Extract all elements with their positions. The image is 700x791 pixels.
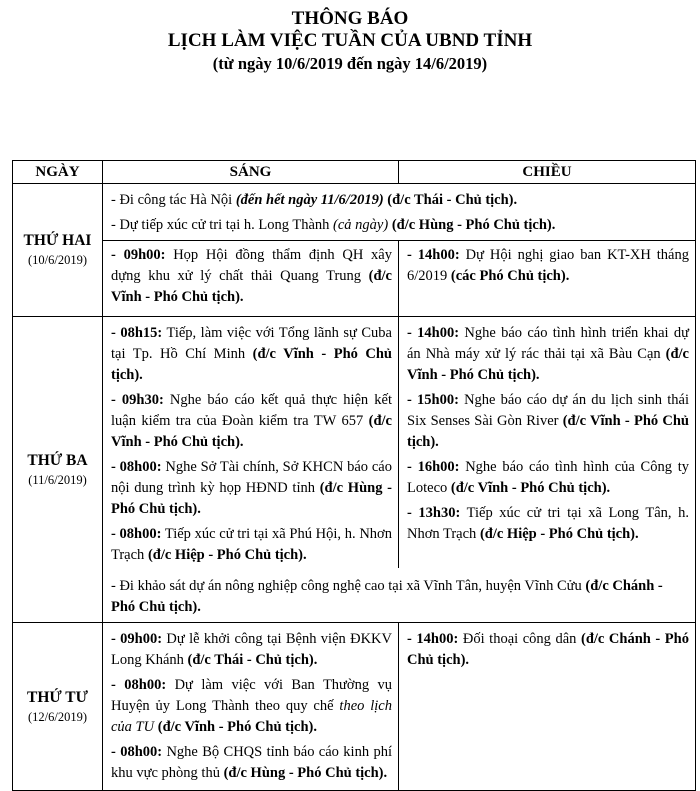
list-item: - 08h00: Tiếp xúc cử tri tại xã Phú Hội, h. Nhơn Trạch (đ/c Hiệp - Phó Chủ tịch). xyxy=(111,526,392,563)
list-item: - 08h00: Nghe Sở Tài chính, Sở KHCN báo cáo nội dung trình kỳ họp HĐND tỉnh (đ/c Hùng - Phó Chủ tịch). xyxy=(111,459,393,517)
list-item: - 14h00: Đối thoại công dân (đ/c Chánh - Phó Chủ tịch). xyxy=(407,631,689,668)
schedule-title: LỊCH LÀM VIỆC TUẦN CỦA UBND TỈNH xyxy=(167,30,533,51)
list-item: - Dự tiếp xúc cử tri tại h. Long Thành (cả ngày) (đ/c Hùng - Phó Chủ tịch). xyxy=(111,217,556,233)
tuesday-afternoon xyxy=(399,317,696,569)
tuesday-morning xyxy=(103,317,399,569)
tuesday-fullday xyxy=(103,568,696,623)
list-item: - 16h00: Nghe báo cáo tình hình của Công ty Loteco (đ/c Vĩnh - Phó Chủ tịch). xyxy=(407,459,689,496)
header-row xyxy=(13,161,696,184)
list-item: - 13h30: Tiếp xúc cử tri tại xã Long Tân, h. Nhơn Trạch (đ/c Hiệp - Phó Chủ tịch). xyxy=(407,505,689,542)
monday-row-full xyxy=(13,184,696,241)
list-item: - 09h00: Họp Hội đồng thẩm định QH xây dựng khu xử lý chất thải Quang Trung (đ/c Vĩnh - Phó Chủ tịch). xyxy=(111,247,392,305)
monday-row-split xyxy=(13,241,696,317)
col-day: NGÀY xyxy=(13,161,103,184)
day-wednesday: THỨ TƯ (12/6/2019) xyxy=(13,623,103,791)
list-item: - Đi công tác Hà Nội (đến hết ngày 11/6/2019) (đ/c Thái - Chủ tịch). xyxy=(111,192,518,208)
list-item: - 08h15: Tiếp, làm việc với Tổng lãnh sự Cuba tại Tp. Hồ Chí Minh (đ/c Vĩnh - Phó Chủ tịch). xyxy=(111,325,392,383)
wednesday-morning xyxy=(103,623,399,791)
monday-morning xyxy=(103,241,399,317)
list-item: - 08h00: Dự làm việc với Ban Thường vụ Huyện ủy Long Thành theo quy chế theo lịch của TU (đ/c Vĩnh - Phó Chủ tịch). xyxy=(111,677,392,735)
tuesday-row-full xyxy=(13,568,696,623)
notice-title: THÔNG BÁO xyxy=(291,8,409,29)
list-item: - Đi khảo sát dự án nông nghiệp công nghệ cao tại xã Vĩnh Tân, huyện Vĩnh Cửu (đ/c Chánh - Phó Chủ tịch). xyxy=(111,578,663,615)
date-range: (từ ngày 10/6/2019 đến ngày 14/6/2019) xyxy=(212,54,488,73)
tuesday-row-split xyxy=(13,317,696,569)
col-morning: SÁNG xyxy=(103,161,399,184)
day-tuesday: THỨ BA (11/6/2019) xyxy=(13,317,103,623)
list-item: - 08h00: Nghe Bộ CHQS tỉnh báo cáo kinh phí khu vực phòng thủ (đ/c Hùng - Phó Chủ tịch). xyxy=(111,744,392,781)
wednesday-afternoon xyxy=(399,623,696,791)
list-item: - 15h00: Nghe báo cáo dự án du lịch sinh thái Six Senses Sài Gòn River (đ/c Vĩnh - Phó Chủ tịch). xyxy=(407,392,689,450)
monday-afternoon xyxy=(399,241,696,317)
list-item: - 14h00: Nghe báo cáo tình hình triển khai dự án Nhà máy xử lý rác thải tại xã Bàu Cạn (đ/c Vĩnh - Phó Chủ tịch). xyxy=(407,325,689,383)
day-monday: THỨ HAI (10/6/2019) xyxy=(13,184,103,317)
list-item: - 14h00: Dự Hội nghị giao ban KT-XH tháng 6/2019 (các Phó Chủ tịch). xyxy=(407,247,689,284)
monday-fullday xyxy=(103,184,696,241)
col-afternoon: CHIỀU xyxy=(399,161,696,184)
list-item: - 09h30: Nghe báo cáo kết quả thực hiện kết luận kiểm tra của Đoàn kiểm tra TW 657 (đ/c Vĩnh - Phó Chủ tịch). xyxy=(111,392,392,450)
list-item: - 09h00: Dự lễ khởi công tại Bệnh viện ĐKKV Long Khánh (đ/c Thái - Chủ tịch). xyxy=(111,631,392,668)
wednesday-row xyxy=(13,623,696,791)
schedule-table xyxy=(12,160,696,791)
